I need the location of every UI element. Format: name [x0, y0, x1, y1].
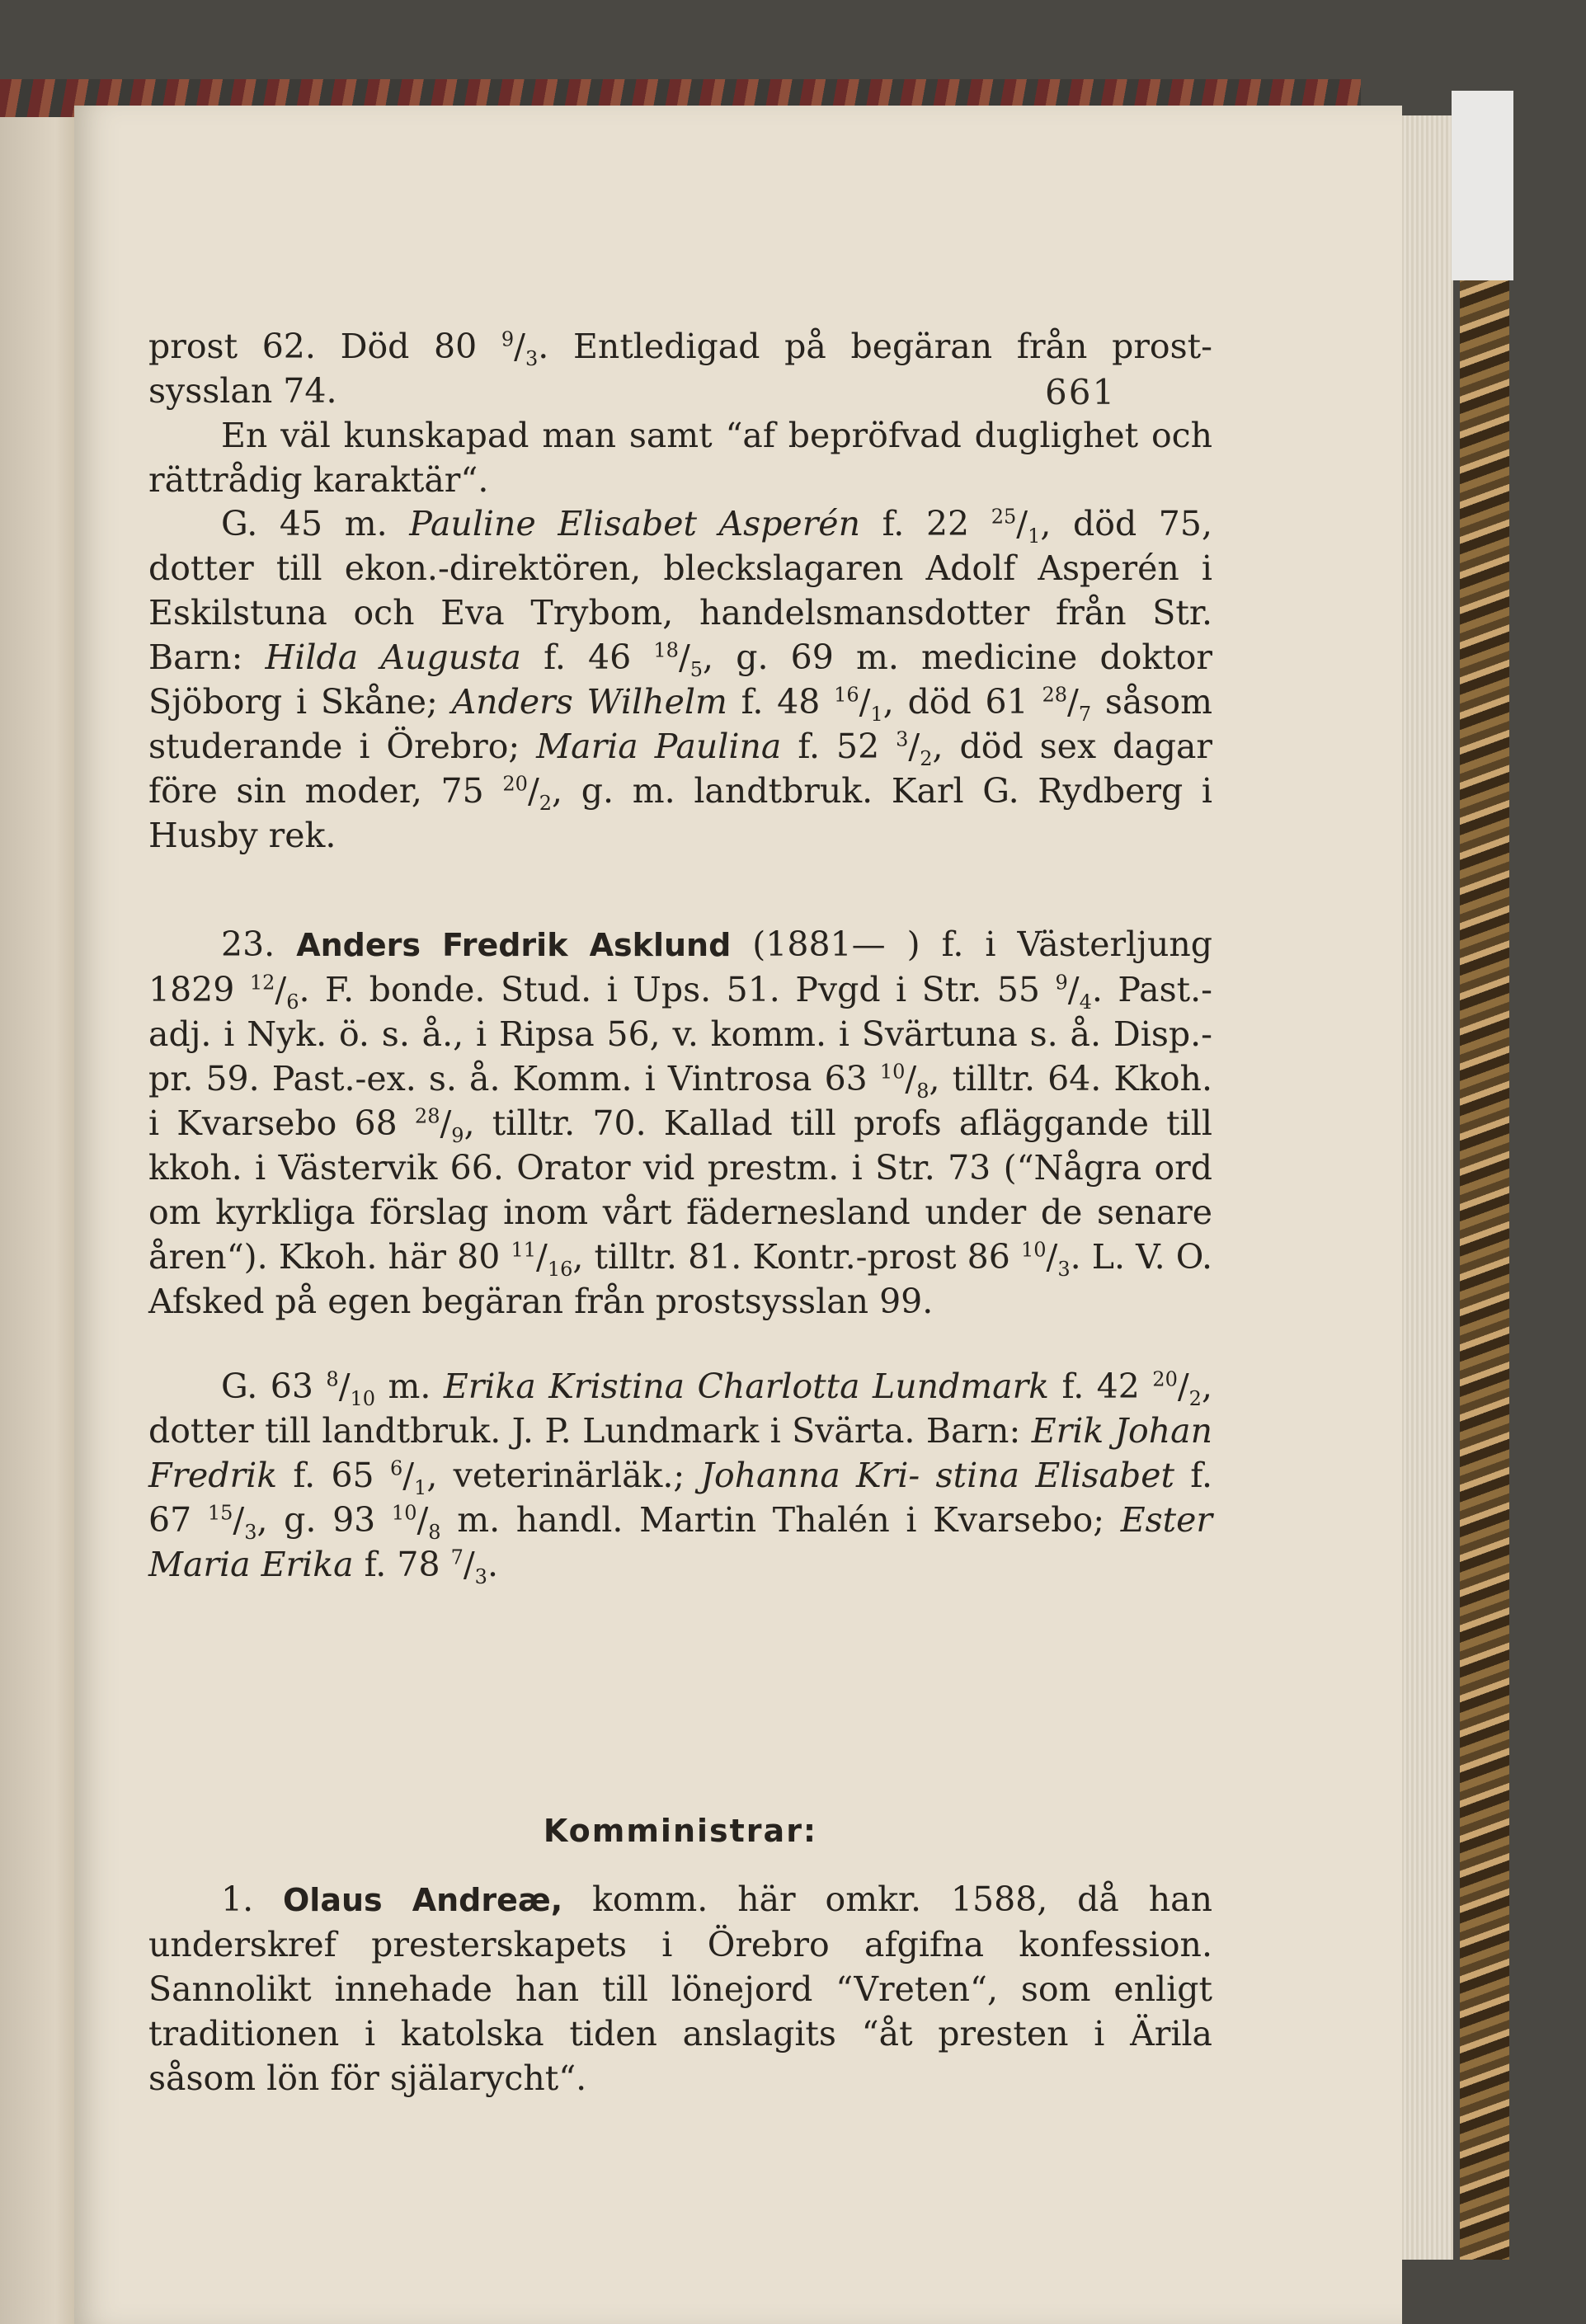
text-run: , död 75, dotter till ekon.-direktören, bleckslagaren Adolf Asperén i Eskilstuna och Eva Trybom, handelsmansdotter från Str. Barn: [148, 504, 1212, 677]
person-name: Erika Kristina Charlotta Lundmark [443, 1367, 1050, 1406]
fraction-num: 11 [511, 1238, 536, 1262]
fraction-num: 9 [501, 327, 515, 351]
fraction-den: 16 [547, 1258, 573, 1282]
entry-23: 23. Anders Fredrik Asklund (1881— ) f. i Västerljung 1829 $^{12}/_6$. F. bonde. Stud. i Ups. 51. Pvgd i Str. 55 $^9/_4$. Past.-adj. i Nyk. ö. s. å., i Ripsa 56, v. komm. i Svärtuna s. å. Disp.-pr. 59. Past.-ex. s. å. Komm. i Vintrosa 63 $^{10}/_8$, tilltr. 64. Kkoh. i Kvarsebo 68 $^{28}/_9$, tilltr. 70. Kallad till profs afläggande till kkoh. i Västervik 66. Orator vid prestm. i Str. 73 (“Några ord om kyrkliga förslag inom vårt fädernesland under de senare åren“). Kkoh. här 80 $^{11}/_{16}$, tilltr. 81. Kontr.-prost 86 $^{10}/_3$. L. V. O. Afsked på egen begäran från prostsysslan 99. [148, 924, 1212, 1321]
entry-name: Olaus Andreæ, [283, 1882, 563, 1918]
fraction-den: 2 [920, 747, 933, 771]
fraction-den: 7 [1078, 703, 1092, 727]
stacked-page-edges [1394, 115, 1453, 2260]
person-name: Ester Maria Erika [148, 1500, 1212, 1584]
section-heading: Komministrar: [543, 1813, 818, 1849]
text-run: . F. bonde. Stud. i Ups. 51. Pvgd i Str. 55 [299, 970, 1056, 1009]
text-run: , veterinärläk.; [426, 1456, 701, 1495]
text-run: , dotter till landtbruk. J. P. Lundmark i Svärta. Barn: [148, 1367, 1212, 1451]
text-run: , g. m. landtbruk. Karl G. Rydberg i Husby rek. [148, 771, 1212, 855]
text-run: . [487, 1545, 498, 1584]
fraction-num: 3 [896, 727, 909, 751]
text-run: , g. 93 [256, 1500, 392, 1540]
left-page-edge [0, 99, 79, 2324]
fraction-den: 2 [1188, 1387, 1202, 1411]
text-run: f. 65 [277, 1456, 390, 1495]
person-name: Anders Wilhelm [451, 682, 727, 722]
text-run: f. 78 [353, 1545, 451, 1584]
fraction-num: 8 [326, 1367, 339, 1391]
text-run: f. 52 [781, 727, 897, 766]
book-page [74, 106, 1402, 2324]
text-run: m. [375, 1367, 444, 1406]
paper-corner [1452, 91, 1513, 280]
text-run: . Entledigad på begäran från prost- sysslan 74. [148, 327, 1212, 411]
text-run: , död 61 [882, 682, 1042, 722]
entry-name: Anders Fredrik Asklund [296, 927, 732, 963]
fraction-den: 4 [1079, 990, 1092, 1014]
fraction-den: 3 [525, 347, 539, 371]
paragraph-1: prost 62. Död 80 $^9/_3$. Entledigad på begäran från prost- sysslan 74. [148, 327, 1212, 411]
entry-number: 1. [221, 1879, 283, 1919]
text-run: f. 67 [148, 1456, 1212, 1540]
fraction-num: 20 [502, 772, 528, 796]
fraction-num: 12 [249, 971, 275, 995]
fraction-num: 28 [1042, 683, 1068, 707]
fraction-den: 3 [1057, 1258, 1071, 1282]
fraction-den: 8 [428, 1521, 441, 1545]
text-run: , tilltr. 64. Kkoh. i Kvarsebo 68 [148, 1059, 1212, 1143]
fraction-num: 10 [879, 1060, 906, 1084]
text-run: , tilltr. 70. Kallad till profs afläggande till kkoh. i Västervik 66. Orator vid prestm. i Str. 73 (“Några ord om kyrkliga förslag inom vårt fädernesland under de senare åren“). Kkoh. här 80 [148, 1103, 1212, 1277]
fraction-num: 6 [389, 1456, 403, 1480]
fraction-den: 3 [244, 1521, 257, 1545]
fraction-num: 18 [653, 638, 679, 662]
fraction-den: 5 [689, 658, 704, 682]
text-run: f. 42 [1049, 1367, 1153, 1406]
fraction-den: 1 [870, 703, 883, 727]
text-run: såsom studerande i Örebro; [148, 682, 1212, 766]
text-run: prost 62. Död 80 [148, 327, 501, 366]
marbled-cover-edge [1460, 247, 1509, 2260]
paragraph-2: En väl kunskapad man samt “af bepröfvad duglighet och rättrådig karaktär“. [148, 416, 1212, 500]
fraction-den: 10 [350, 1387, 376, 1411]
fraction-den: 9 [451, 1124, 464, 1148]
text-run: . L. V. O. Afsked på egen begäran från prostsysslan 99. [148, 1237, 1212, 1321]
text-run: m. handl. Martin Thalén i Kvarsebo; [440, 1500, 1121, 1540]
fraction-den: 1 [414, 1476, 427, 1500]
text-run: G. 63 [221, 1367, 327, 1406]
fraction-den: 8 [916, 1080, 929, 1103]
person-name: Hilda Augusta [265, 637, 521, 677]
entry-number: 23. [221, 924, 297, 964]
person-name: Erik Johan Fredrik [148, 1411, 1212, 1495]
paragraph-3: G. 45 m. Pauline Elisabet Asperén f. 22 $^{25}/_1$, död 75, dotter till ekon.-direktören, bleckslagaren Adolf Asperén i Eskilstuna och Eva Trybom, handelsmansdotter från Str. Barn: Hilda Augusta f. 46 $^{18}/_5$, g. 69 m. medicine doktor Sjöborg i Skåne; Anders Wilhelm f. 48 $^{16}/_1$, död 61 $^{28}/_7$ såsom studerande i Örebro; Maria Paulina f. 52 $^3/_2$, död sex dagar före sin moder, 75 $^{20}/_2$, g. m. landtbruk. Karl G. Rydberg i Husby rek. [148, 504, 1212, 855]
text-run: , g. 69 m. medicine doktor Sjöborg i Skåne; [148, 637, 1212, 722]
text-run: , tilltr. 81. Kontr.-prost 86 [572, 1237, 1021, 1277]
fraction-num: 10 [391, 1501, 417, 1525]
fraction-den: 6 [286, 990, 299, 1014]
text-run: komm. här omkr. 1588, då han underskref presterskapets i Örebro afgifna konfession. Sannolikt innehade han till lönejord “Vreten“, som enligt traditionen i katolska tiden anslagits “åt presten i Ärila såsom lön för själarycht“. [148, 1879, 1212, 2098]
text-run: f. 46 [521, 637, 654, 677]
fraction-num: 10 [1020, 1238, 1047, 1262]
fraction-num: 25 [991, 505, 1017, 529]
text-run: f. 48 [727, 682, 835, 722]
fraction-den: 2 [539, 792, 553, 816]
fraction-num: 15 [207, 1501, 233, 1525]
fraction-num: 16 [834, 683, 859, 707]
text-run: (1881— ) f. i Västerljung 1829 [148, 924, 1212, 1009]
fraction-den: 1 [1028, 525, 1041, 548]
text-run: G. 45 m. [221, 504, 410, 543]
paragraph-5: G. 63 $^8/_{10}$ m. Erika Kristina Charlotta Lundmark f. 42 $^{20}/_2$, dotter till landtbruk. J. P. Lundmark i Svärta. Barn: Erik Johan Fredrik f. 65 $^6/_1$, veterinärläk.; Johanna Kri- stina Elisabet f. 67 $^{15}/_3$, g. 93 $^{10}/_8$ m. handl. Martin Thalén i Kvarsebo; Ester Maria Erika f. 78 $^7/_3$. [148, 1367, 1212, 1589]
fraction-num: 28 [414, 1104, 440, 1128]
person-name: Johanna Kri- stina Elisabet [700, 1456, 1174, 1495]
page-number: 661 [1045, 372, 1117, 412]
fraction-num: 7 [450, 1545, 464, 1569]
entry-1 [148, 1877, 1212, 2101]
fraction-num: 9 [1055, 971, 1068, 995]
text-run: . Past.-adj. i Nyk. ö. s. å., i Ripsa 56, v. komm. i Svärtuna s. å. Disp.-pr. 59. Past.-ex. s. å. Komm. i Vintrosa 63 [148, 970, 1212, 1098]
text-run: , död sex dagar före sin moder, 75 [148, 727, 1212, 811]
person-name: Pauline Elisabet Asperén [409, 504, 860, 543]
fraction-num: 20 [1152, 1367, 1178, 1391]
person-name: Maria Paulina [536, 727, 782, 766]
fraction-den: 3 [474, 1565, 487, 1589]
text-run: f. 22 [859, 504, 991, 543]
